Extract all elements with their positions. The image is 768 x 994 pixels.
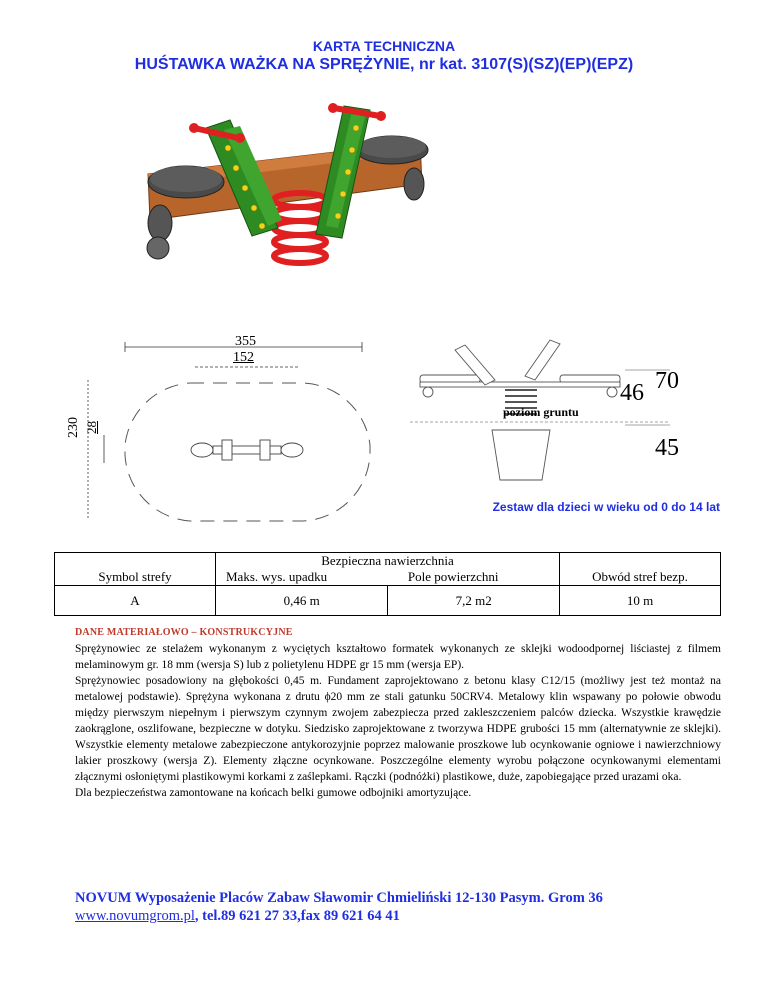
contact-info: , tel.89 621 27 33,fax 89 621 64 41 xyxy=(194,908,400,924)
website-link[interactable]: www.novumgrom.pl xyxy=(75,908,195,924)
materials-title: DANE MATERIAŁOWO – KONSTRUKCYJNE xyxy=(75,627,293,638)
col-symbol-header: Symbol strefy xyxy=(55,553,216,586)
surface-group-header: Bezpieczna nawierzchnia xyxy=(216,553,560,570)
page-title: KARTA TECHNICZNA xyxy=(312,38,456,54)
table-row xyxy=(55,586,721,616)
plan-view-diagram xyxy=(70,325,390,525)
materials-text xyxy=(75,641,721,801)
cell-perimeter: 10 m xyxy=(560,586,721,616)
product-illustration xyxy=(130,88,450,278)
age-note: Zestaw dla dzieci w wieku od 0 do 14 lat xyxy=(492,500,720,514)
footer xyxy=(75,889,675,925)
materials-paragraph-1: Sprężynowiec ze stelażem wykonanym z wyciętych kształtowo formatek wykonanych ze sklejki wodoodpornej liściastej z filmem melaminowym gr. 18 mm (wersja S) lub z polietylenu HDPE gr 15 mm (wersja EP). xyxy=(75,643,721,671)
plan-outer-height-label: 230 xyxy=(66,417,81,438)
company-address: NOVUM Wyposażenie Placów Zabaw Sławomir Chmieliński 12-130 Pasym. Grom 36 xyxy=(75,890,603,906)
col-area-header: Pole powierzchni xyxy=(388,569,560,586)
cell-fall-height: 0,46 m xyxy=(216,586,388,616)
plan-inner-width-label: 152 xyxy=(233,350,254,365)
plan-inner-height-label: 28 xyxy=(84,421,99,434)
plan-outer-width-label: 355 xyxy=(235,334,256,349)
cell-area: 7,2 m2 xyxy=(388,586,560,616)
product-title: HUŚTAWKA WAŻKA NA SPRĘŻYNIE, nr kat. 3107(S)(SZ)(EP)(EPZ) xyxy=(134,56,634,73)
materials-paragraph-3: Dla bezpieczeństwa zamontowane na końcach belki gumowe odbojniki amortyzujące. xyxy=(75,787,472,799)
total-height-label: 70 xyxy=(655,368,679,394)
cell-symbol: A xyxy=(55,586,216,616)
col-perimeter-header: Obwód stref bezp. xyxy=(560,553,721,586)
col-fall-height-header: Maks. wys. upadku xyxy=(216,569,388,586)
foundation-depth-label: 45 xyxy=(655,435,679,461)
seat-height-label: 46 xyxy=(620,380,644,406)
safety-table xyxy=(54,552,721,616)
materials-paragraph-2: Sprężynowiec posadowiony na głębokości 0,45 m. Fundament zaprojektowano z betonu klasy C12/15 (możliwy jest też montaż na metalowej podstawie). Sprężyna wykonana z drutu ϕ20 mm ze stali gatunku 50CRV4. Metalowy klin wspawany po połowie obwodu między pierwszym niepełnym i pierwszym czynnym zwojem zabezpiecza przed zakleszczeniem palców dziecka. Wszystkie krawędzie zaokrąglone, oszlifowane, bezpieczne w dotyku. Siedzisko zaprojektowane z tworzywa HDPE grubości 15 mm (alternatywnie ze sklejki). Wszystkie elementy metalowe zabezpieczone antykorozyjnie poprzez malowanie proszkowe lub ocynkowanie ogniowe i nawierzchniowy lakier proszkowy (wersja Z). Elementy złączne ocynkowane. Poszczególne elementy wyrobu połączone ocynkowanymi elementami złącznymi osłoniętymi plastikowymi korkami z zaślepkami. Rączki (podnóżki) plastikowe, duże, zapobiegające przed urazami oka. xyxy=(75,675,721,783)
ground-level-label: poziom gruntu xyxy=(503,405,579,419)
